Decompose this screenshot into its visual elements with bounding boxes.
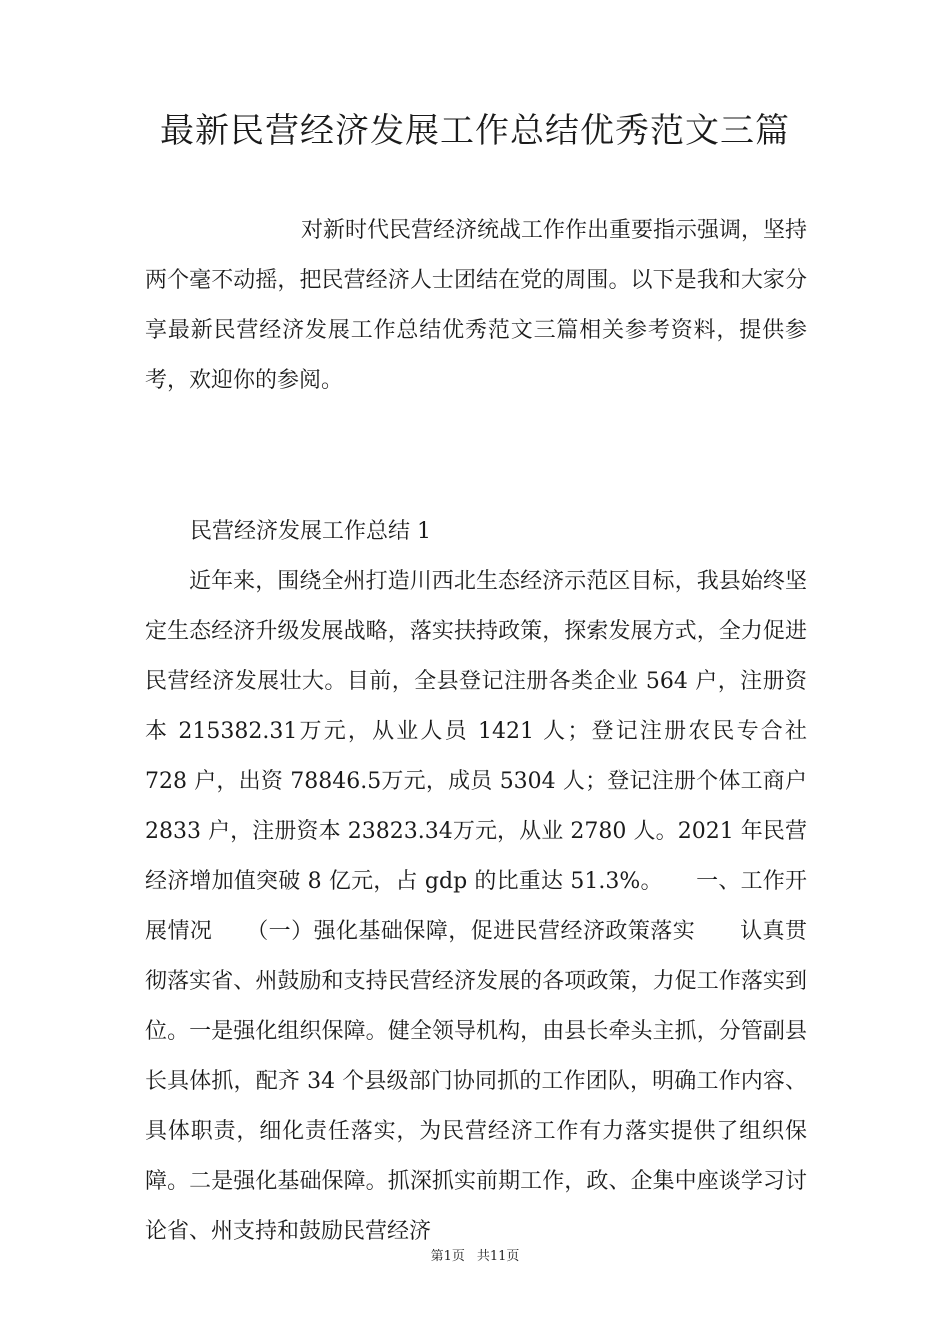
content-paragraph: 近年来，围绕全州打造川西北生态经济示范区目标，我县始终坚定生态经济升级发展战略，落实扶持政策，探索发展方式，全力促进民营经济发展壮大。目前，全县登记注册各类企业 564 户，注册资本 215382.31万元，从业人员 1421 人；登记注册农民专合社 728 户，出资 78846.5万元，成员 5304 人；登记注册个体工商户 2833 户，注册资本 23823.34万元，从业 2780 人。2021 年民营经济增加值突破 8 亿元，占 gdp 的比重达 51.3%。 一、工作开展情况 （一）强化基础保障，促进民营经济政策落实 认真贯彻落实省、州鼓励和支持民营经济发展的各项政策，力促工作落实到位。一是强化组织保障。健全领导机构，由县长牵头主抓，分管副县长具体抓，配齐 34 个县级部门协同抓的工作团队，明确工作内容、具体职责，细化责任落实，为民营经济工作有力落实提供了组织保障。二是强化基础保障。抓深抓实前期工作，政、企集中座谈学习讨论省、州支持和鼓励民营经济 xyxy=(145,569,807,1244)
page-footer xyxy=(0,1248,950,1266)
page-total: 共11页 xyxy=(476,1249,520,1264)
page-number: 第1页 xyxy=(430,1249,465,1264)
intro-paragraph: 对新时代民营经济统战工作作出重要指示强调，坚持两个毫不动摇，把民营经济人士团结在党的周围。以下是我和大家分享最新民营经济发展工作总结优秀范文三篇相关参考资料，提供参考，欢迎你的参阅。 xyxy=(145,218,808,393)
document-title: 最新民营经济发展工作总结优秀范文三篇 xyxy=(160,111,790,151)
section-heading: 民营经济发展工作总结 1 xyxy=(190,519,431,544)
